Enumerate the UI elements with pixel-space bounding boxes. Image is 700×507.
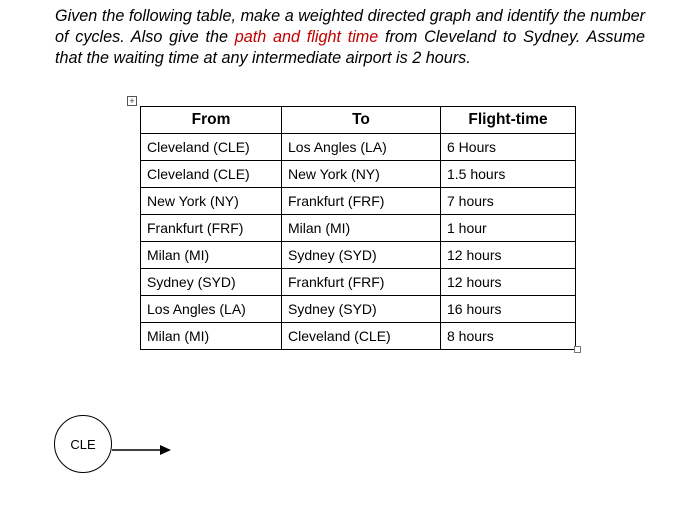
cell-flight-time: 1.5 hours [441,161,576,188]
cell-from: Frankfurt (FRF) [141,215,282,242]
cell-from: New York (NY) [141,188,282,215]
question-part2: from Cleveland to Sydney. Assume that the waiting time at any intermediate airport is 2 hours. [55,28,646,67]
cell-from: Cleveland (CLE) [141,161,282,188]
header-flight-time: Flight-time [441,107,576,134]
header-from: From [141,107,282,134]
table-move-handle-icon[interactable]: + [127,96,137,106]
table-row [141,215,576,242]
cell-to: Sydney (SYD) [282,296,441,323]
cell-to: New York (NY) [282,161,441,188]
table-resize-handle[interactable] [574,346,581,353]
table-header-row [141,107,576,134]
cell-from: Cleveland (CLE) [141,134,282,161]
graph-edge-arrow [110,440,175,460]
cell-from: Milan (MI) [141,323,282,350]
table-row [141,188,576,215]
cell-flight-time: 1 hour [441,215,576,242]
cell-flight-time: 7 hours [441,188,576,215]
cell-to: Frankfurt (FRF) [282,188,441,215]
question-text [55,6,645,69]
cell-from: Sydney (SYD) [141,269,282,296]
cell-to: Milan (MI) [282,215,441,242]
graph-node-label: CLE [70,436,96,452]
cell-flight-time: 6 Hours [441,134,576,161]
graph-node-cle [54,415,112,473]
table-row [141,242,576,269]
table-row [141,323,576,350]
cell-to: Los Angles (LA) [282,134,441,161]
cell-to: Sydney (SYD) [282,242,441,269]
table-row [141,161,576,188]
header-to: To [282,107,441,134]
cell-flight-time: 12 hours [441,269,576,296]
table-row [141,269,576,296]
cell-to: Cleveland (CLE) [282,323,441,350]
cell-to: Frankfurt (FRF) [282,269,441,296]
table-row [141,296,576,323]
flight-table [140,106,576,350]
cell-flight-time: 16 hours [441,296,576,323]
table-row [141,134,576,161]
question-part1: Given the following table, make a weighted directed graph and identify the number of cycles. Also give the [55,7,645,46]
cell-from: Los Angles (LA) [141,296,282,323]
cell-flight-time: 8 hours [441,323,576,350]
question-highlight: path and flight time [234,28,379,46]
cell-from: Milan (MI) [141,242,282,269]
cell-flight-time: 12 hours [441,242,576,269]
